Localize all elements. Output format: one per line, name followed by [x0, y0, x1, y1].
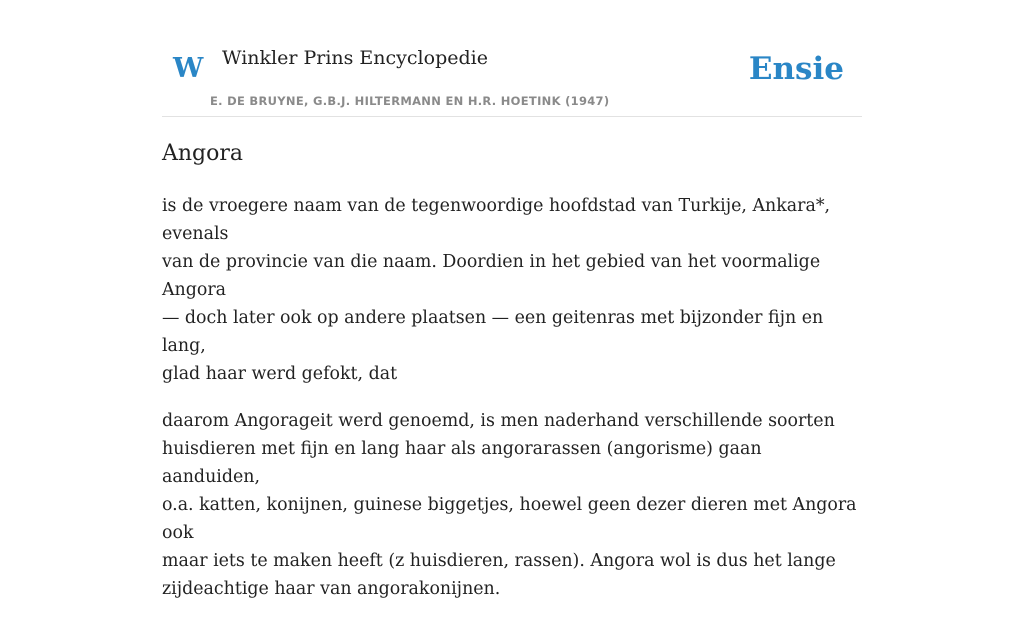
article-title: Angora [162, 141, 244, 166]
article-paragraph: is de vroegere naam van de tegenwoordige hoofdstad van Turkije, Ankara*, evenals van de provincie van die naam. Doordien in het gebied van het voormalige Angora — doch later ook op andere plaatsen — een geitenras met bijzonder fijn en lang, glad haar werd gefokt, dat [162, 196, 831, 384]
source-authors: E. DE BRUYNE, G.B.J. HILTERMANN EN H.R. HOETINK (1947) [210, 94, 610, 108]
article-body [162, 192, 862, 622]
winkler-prins-logo-icon[interactable]: W [173, 53, 204, 84]
ensie-brand-link[interactable]: Ensie [748, 51, 844, 87]
article-paragraph: daarom Angorageit werd genoemd, is men naderhand verschillende soorten huisdieren met fijn en lang haar als angorarassen (angorisme) gaan aanduiden, o.a. katten, konijnen, guinese biggetjes, hoewel geen dezer dieren met Angora ook maar iets te maken heeft (z huisdieren, rassen). Angora wol is dus het lange zijdeachtige haar van angorakonijnen. [162, 411, 857, 599]
source-title[interactable]: Winkler Prins Encyclopedie [222, 47, 488, 69]
source-header [162, 40, 862, 117]
